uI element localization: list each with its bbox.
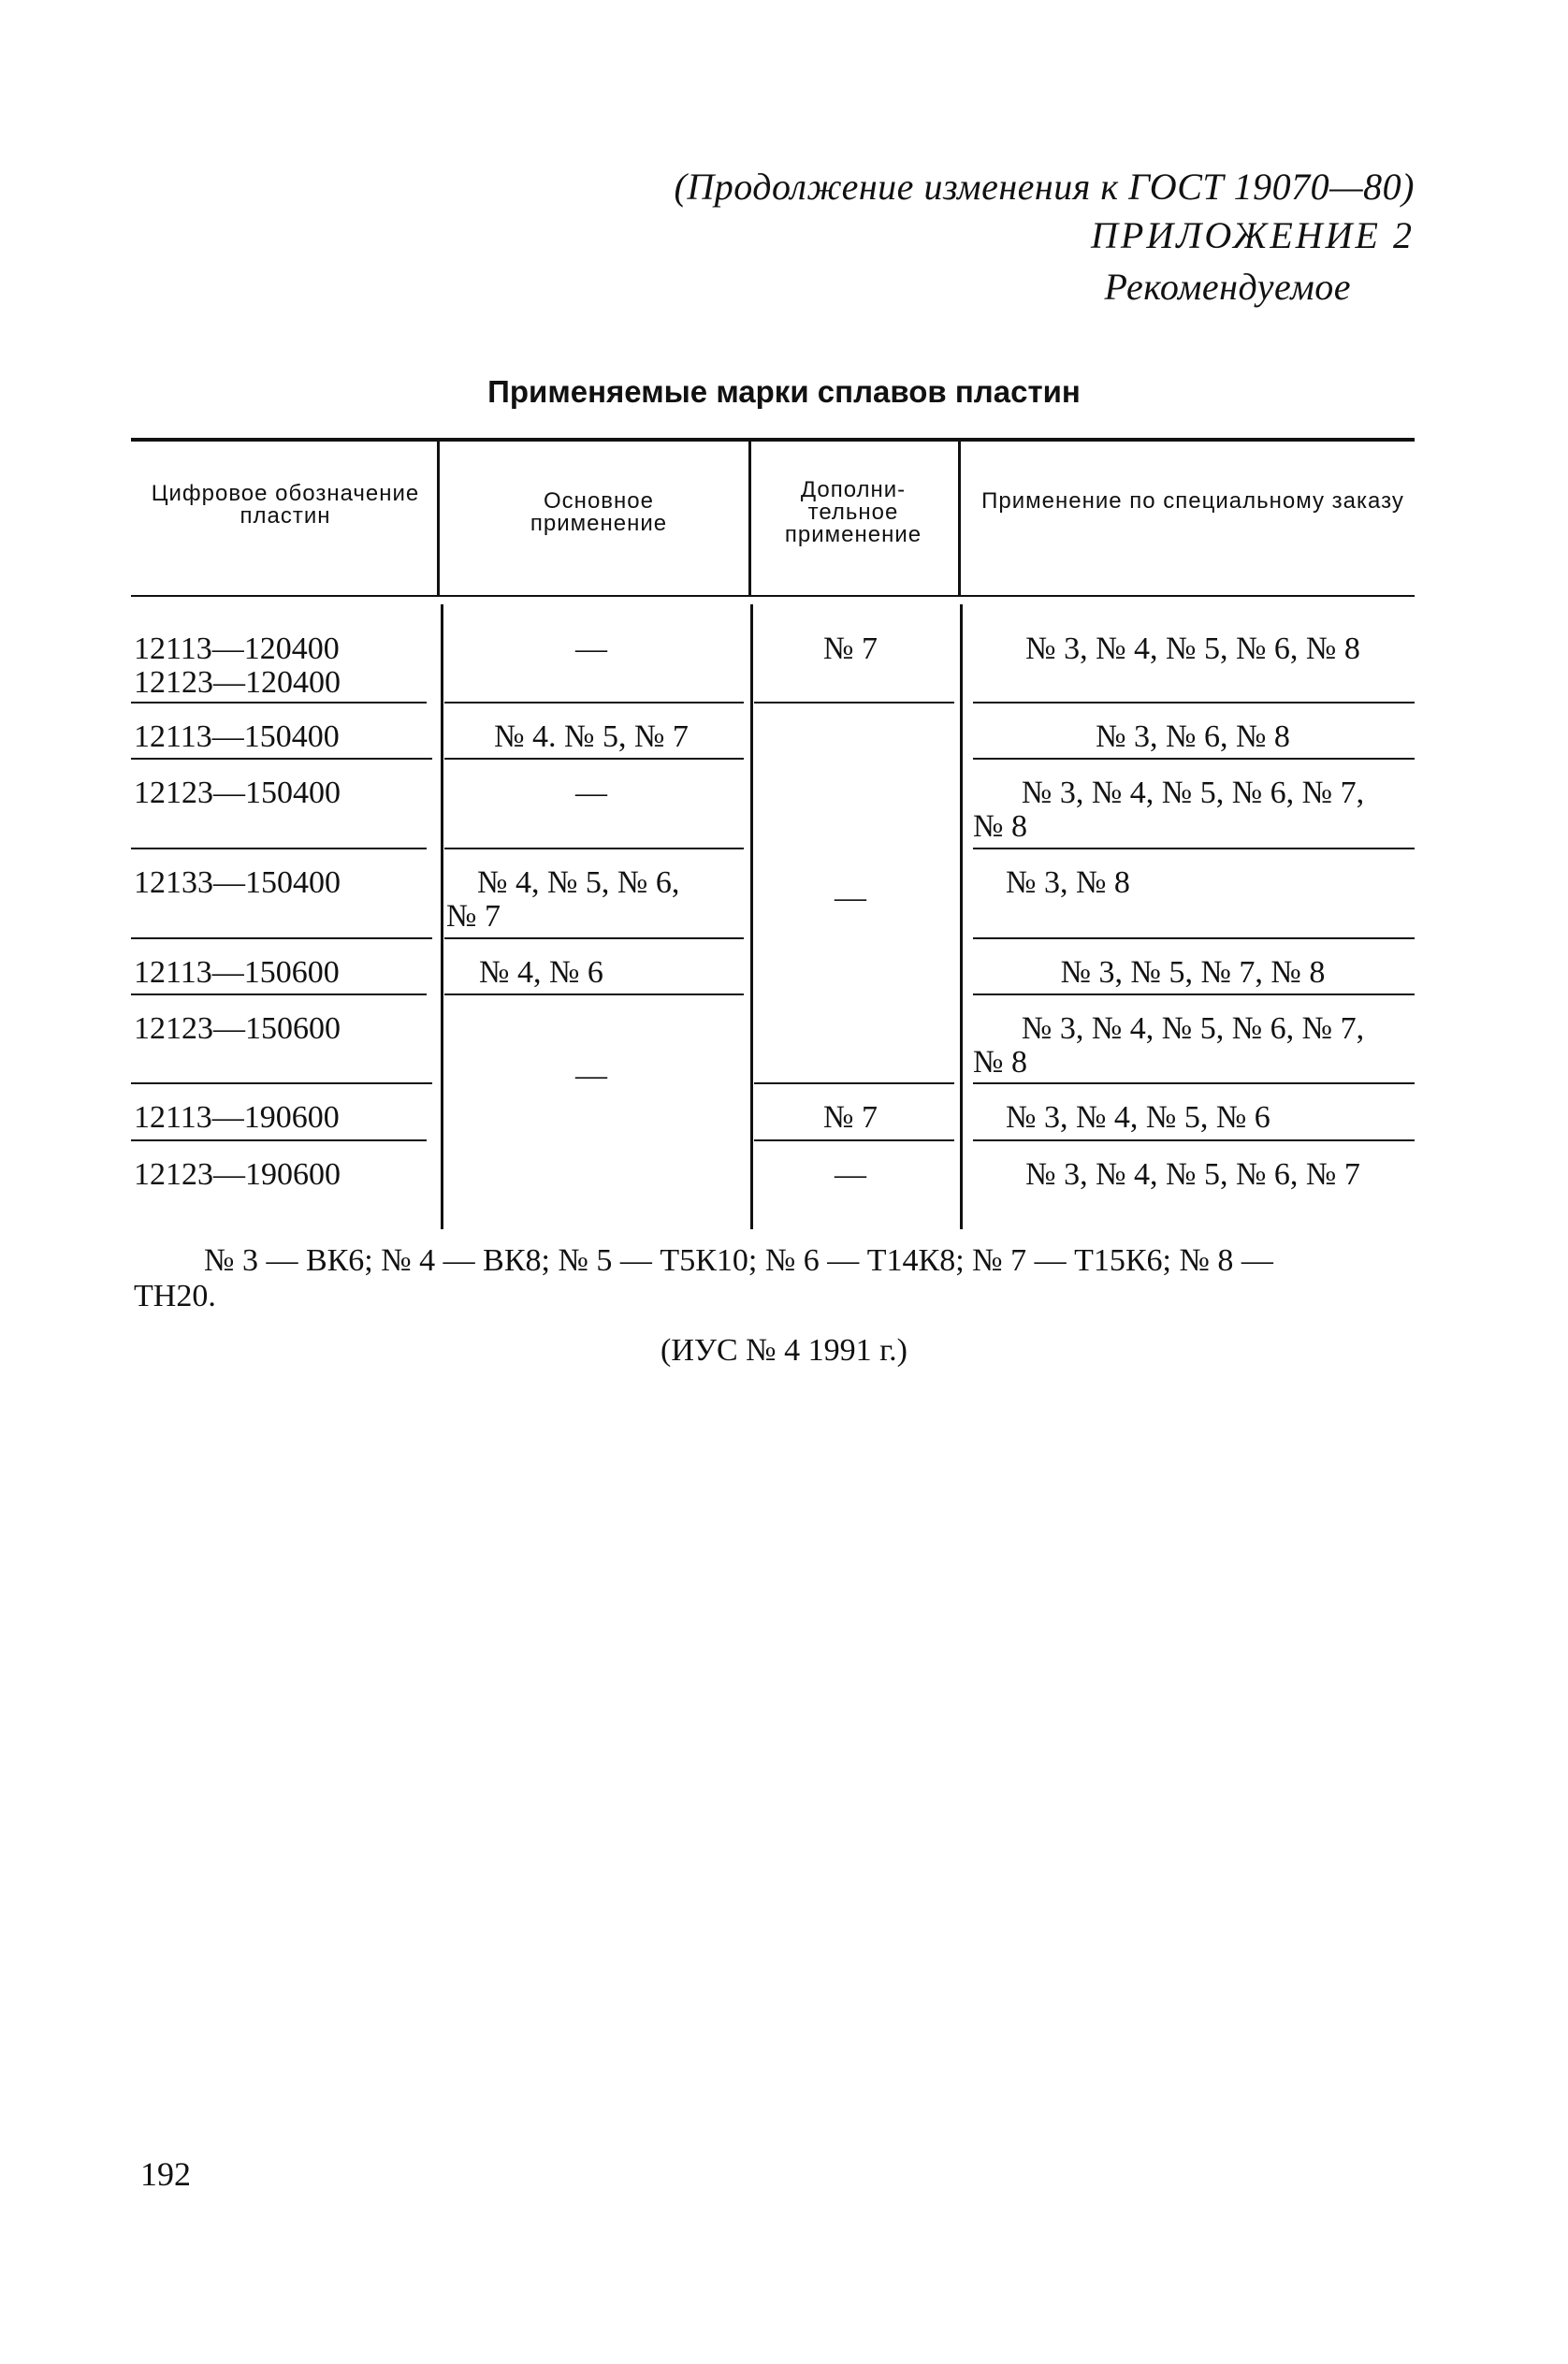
- column-header-code: Цифровое обозначение пластин: [151, 481, 420, 529]
- main-row-rule: [444, 993, 744, 995]
- extra-use: —: [835, 880, 866, 915]
- extra-use: № 7: [823, 1100, 878, 1135]
- special-order: № 3, № 6, № 8: [1096, 719, 1290, 754]
- special-row-rule: [973, 1139, 1415, 1141]
- main-row-rule: [444, 758, 744, 760]
- plate-code: 12113—120400: [134, 631, 340, 666]
- recommended-label: Рекомендуемое: [1104, 266, 1351, 308]
- annex-heading: ПРИЛОЖЕНИЕ 2: [1091, 214, 1415, 256]
- special-row-rule: [973, 1082, 1415, 1084]
- main-row-rule: [444, 848, 744, 849]
- page-number: 192: [140, 2155, 191, 2193]
- continuation-note: (Продолжение изменения к ГОСТ 19070—80): [674, 166, 1415, 208]
- alloy-legend-line-2: ТН20.: [134, 1279, 216, 1313]
- special-order: № 3, № 5, № 7, № 8: [1060, 955, 1326, 990]
- main-use: —: [575, 1058, 607, 1093]
- extra-row-rule: [754, 1082, 954, 1084]
- main-use: № 7: [446, 899, 501, 934]
- special-order: № 3, № 4, № 5, № 6, № 7,: [1021, 776, 1365, 810]
- alloy-legend-line-1: № 3 — ВК6; № 4 — ВК8; № 5 — Т5К10; № 6 — Т14К8; № 7 — Т15К6; № 8 —: [204, 1243, 1273, 1278]
- header-divider-3: [958, 442, 961, 595]
- main-use: —: [575, 631, 607, 666]
- table-title: Применяемые марки сплавов пластин: [487, 374, 1081, 409]
- special-order: № 8: [973, 1045, 1027, 1080]
- plate-code: 12123—150400: [134, 776, 341, 810]
- special-order: № 3, № 4, № 5, № 6, № 7,: [1021, 1011, 1365, 1046]
- code-row-rule: [131, 937, 432, 939]
- column-header-main: Основное применение: [530, 488, 668, 536]
- column-header-extra: Дополни- тельное применение: [784, 477, 922, 547]
- body-divider-2: [750, 604, 753, 1229]
- extra-use: —: [835, 1157, 866, 1192]
- special-row-rule: [973, 758, 1415, 760]
- code-row-rule: [131, 1139, 427, 1141]
- plate-code: 12113—150600: [134, 955, 340, 990]
- extra-row-rule: [754, 1139, 954, 1141]
- special-order: № 3, № 4, № 5, № 6, № 7: [1025, 1157, 1360, 1192]
- plate-code: 12133—150400: [134, 865, 341, 900]
- main-row-rule: [444, 702, 744, 703]
- main-use: № 4, № 6: [479, 955, 603, 990]
- code-row-rule: [131, 993, 427, 995]
- header-divider-1: [437, 442, 440, 595]
- code-row-rule: [131, 848, 427, 849]
- body-divider-3: [960, 604, 963, 1229]
- table-top-rule: [131, 438, 1415, 442]
- code-row-rule: [131, 1082, 432, 1084]
- plate-code: 12123—190600: [134, 1157, 341, 1192]
- main-use: —: [575, 776, 607, 810]
- special-row-rule: [973, 702, 1415, 703]
- special-row-rule: [973, 937, 1415, 939]
- main-use: № 4, № 5, № 6,: [477, 865, 680, 900]
- special-order: № 3, № 4, № 5, № 6, № 8: [1025, 631, 1360, 666]
- plate-code: 12123—150600: [134, 1011, 341, 1046]
- main-use: № 4. № 5, № 7: [494, 719, 689, 754]
- column-header-special: Применение по специальному заказу: [981, 488, 1404, 514]
- special-order: № 8: [973, 809, 1027, 844]
- body-divider-1: [441, 604, 443, 1229]
- special-row-rule: [973, 848, 1415, 849]
- code-row-rule: [131, 758, 432, 760]
- plate-code: 12113—150400: [134, 719, 340, 754]
- special-row-rule: [973, 993, 1415, 995]
- header-divider-2: [748, 442, 751, 595]
- source-note: (ИУС № 4 1991 г.): [661, 1333, 907, 1368]
- special-order: № 3, № 4, № 5, № 6: [1006, 1100, 1270, 1135]
- main-row-rule: [444, 937, 744, 939]
- extra-row-rule: [754, 702, 954, 703]
- plate-code: 12113—190600: [134, 1100, 340, 1135]
- special-order: № 3, № 8: [1006, 865, 1130, 900]
- code-row-rule: [131, 702, 427, 703]
- header-bottom-rule: [131, 595, 1415, 597]
- extra-use: № 7: [823, 631, 878, 666]
- plate-code: 12123—120400: [134, 665, 341, 700]
